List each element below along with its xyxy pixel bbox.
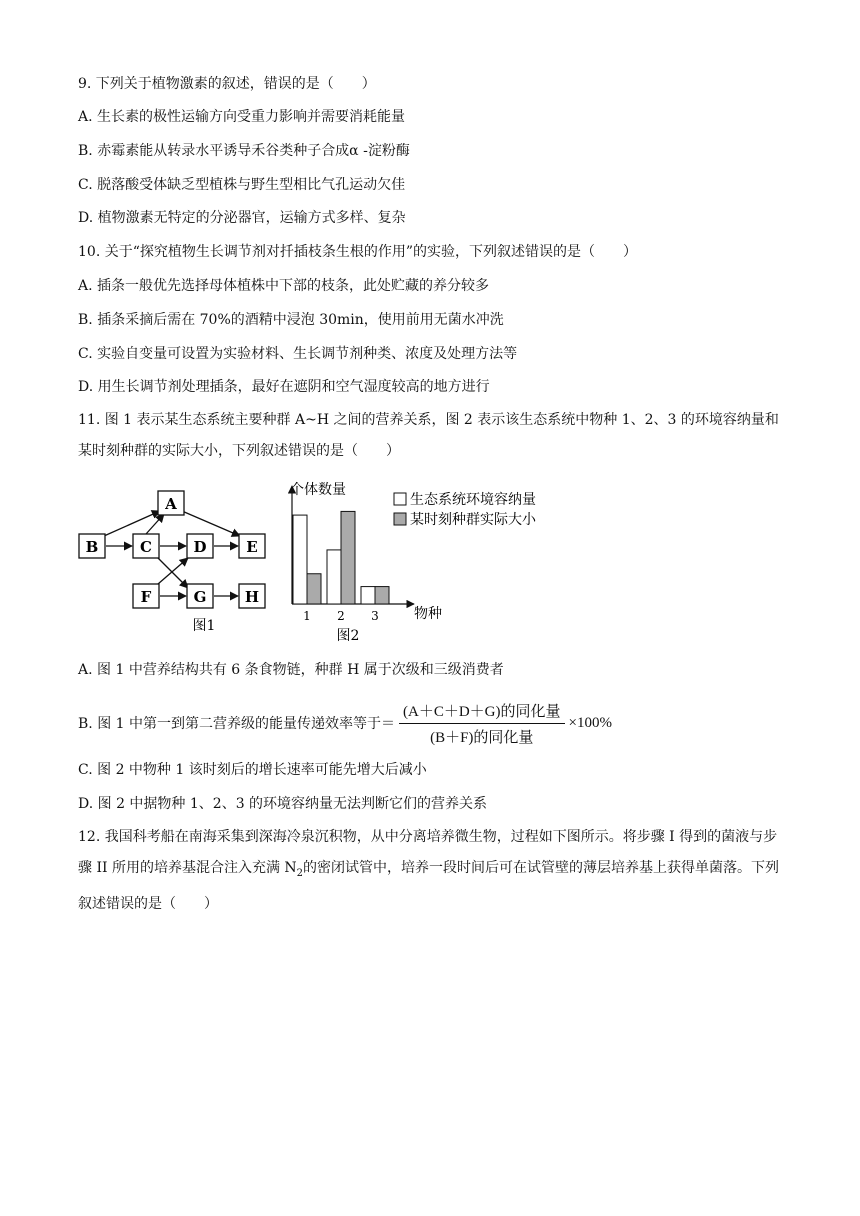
q11-option-b	[78, 700, 612, 746]
q9-option-d: D. 植物激素无特定的分泌器官，运输方式多样、复杂	[78, 210, 406, 226]
figure1-caption: 图1	[192, 618, 216, 634]
fraction-denominator: (B＋F)的同化量	[430, 729, 534, 746]
q9-option-a: A. 生长素的极性运输方向受重力影响并需要消耗能量	[78, 109, 406, 125]
figure1-food-web	[104, 511, 240, 596]
x-tick-2: 2	[337, 609, 345, 623]
bar-species-2-series-2	[341, 511, 355, 604]
bar-species-1-series-1	[293, 515, 307, 604]
node-h-label: H	[244, 588, 260, 606]
legend-label-capacity: 生态系统环境容纳量	[410, 492, 536, 508]
q11-option-c: C. 图 2 中物种 1 该时刻后的增长速率可能先增大后减小	[78, 762, 427, 778]
x-axis-label: 物种	[414, 606, 442, 622]
y-axis-label: 个体数量	[290, 482, 346, 498]
node-d-label: D	[193, 538, 207, 556]
node-a-label: A	[165, 495, 177, 513]
q11-stem: 11. 图 1 表示某生态系统主要种群 A~H 之间的营养关系，图 2 表示该生态系统中物种 1、2、3 的环境容纳量和某时刻种群的实际大小，下列叙述错误的是（ ）	[78, 412, 779, 459]
bar-species-3-series-1	[361, 587, 375, 604]
arrow-b-a	[104, 511, 160, 536]
q12-stem	[78, 822, 788, 920]
q9-option-c: C. 脱落酸受体缺乏型植株与野生型相比气孔运动欠佳	[78, 177, 406, 193]
q9-option-b: B. 赤霉素能从转录水平诱导禾谷类种子合成α -淀粉酶	[78, 143, 410, 159]
node-e-label: E	[246, 538, 258, 556]
q10-option-a: A. 插条一般优先选择母体植株中下部的枝条，此处贮藏的养分较多	[78, 278, 490, 294]
bar-species-1-series-2	[307, 574, 321, 604]
node-b-label: B	[85, 538, 99, 556]
q9-stem: 9. 下列关于植物激素的叙述，错误的是（ ）	[78, 76, 376, 92]
bar-species-3-series-2	[375, 587, 389, 604]
q12-stem-part2: 的密闭试管中，培养一段时间后可在试管壁的薄层培养基上获得单菌落。下列叙述错误的是（ ）	[78, 860, 780, 912]
x-tick-labels	[303, 609, 379, 623]
q10-option-b: B. 插条采摘后需在 70%的酒精中浸泡 30min，使用前用无菌水冲洗	[78, 312, 504, 328]
node-g-label: G	[193, 588, 207, 606]
food-web-and-bar-chart	[78, 478, 578, 648]
x-tick-1: 1	[303, 609, 311, 623]
figure2-caption: 图2	[336, 628, 360, 644]
q11-option-d: D. 图 2 中据物种 1、2、3 的环境容纳量无法判断它们的营养关系	[78, 796, 488, 812]
bars-group	[293, 511, 389, 604]
figure2-bar-chart	[290, 481, 537, 644]
efficiency-fraction	[399, 700, 565, 747]
legend-label-actual: 某时刻种群实际大小	[410, 512, 536, 528]
legend-swatch-capacity	[394, 493, 406, 505]
q11-option-b-prefix: B. 图 1 中第一到第二营养级的能量传递效率等于＝	[78, 716, 395, 732]
q10-stem: 10. 关于“探究植物生长调节剂对扦插枝条生根的作用”的实验，下列叙述错误的是（ ）	[78, 244, 638, 260]
q12-stem-part1: 12. 我国科考船在南海采集到深海冷泉沉积物，从中分离培养微生物，过程如下图所示。将步骤 I 得到的菌液与步骤 II 所用的培养基混合注入充满 N	[78, 829, 778, 876]
legend-swatch-actual	[394, 513, 406, 525]
q12-subscript: 2	[296, 867, 304, 879]
q11-option-b-suffix: ×100%	[568, 714, 612, 731]
node-f-label: F	[140, 588, 152, 606]
figure-area	[78, 478, 578, 648]
fraction-numerator: (A＋C＋D＋G)的同化量	[399, 700, 565, 724]
arrow-c-a	[146, 514, 164, 534]
q11-option-a: A. 图 1 中营养结构共有 6 条食物链，种群 H 属于次级和三级消费者	[78, 662, 504, 678]
node-c-label: C	[140, 538, 152, 556]
q10-option-d: D. 用生长调节剂处理插条，最好在遮阴和空气湿度较高的地方进行	[78, 379, 490, 395]
bar-species-2-series-1	[327, 550, 341, 604]
x-tick-3: 3	[371, 609, 379, 623]
arrow-a-e	[182, 511, 240, 536]
legend	[394, 491, 537, 528]
figure1-nodes	[79, 491, 265, 634]
q10-option-c: C. 实验自变量可设置为实验材料、生长调节剂种类、浓度及处理方法等	[78, 346, 518, 362]
